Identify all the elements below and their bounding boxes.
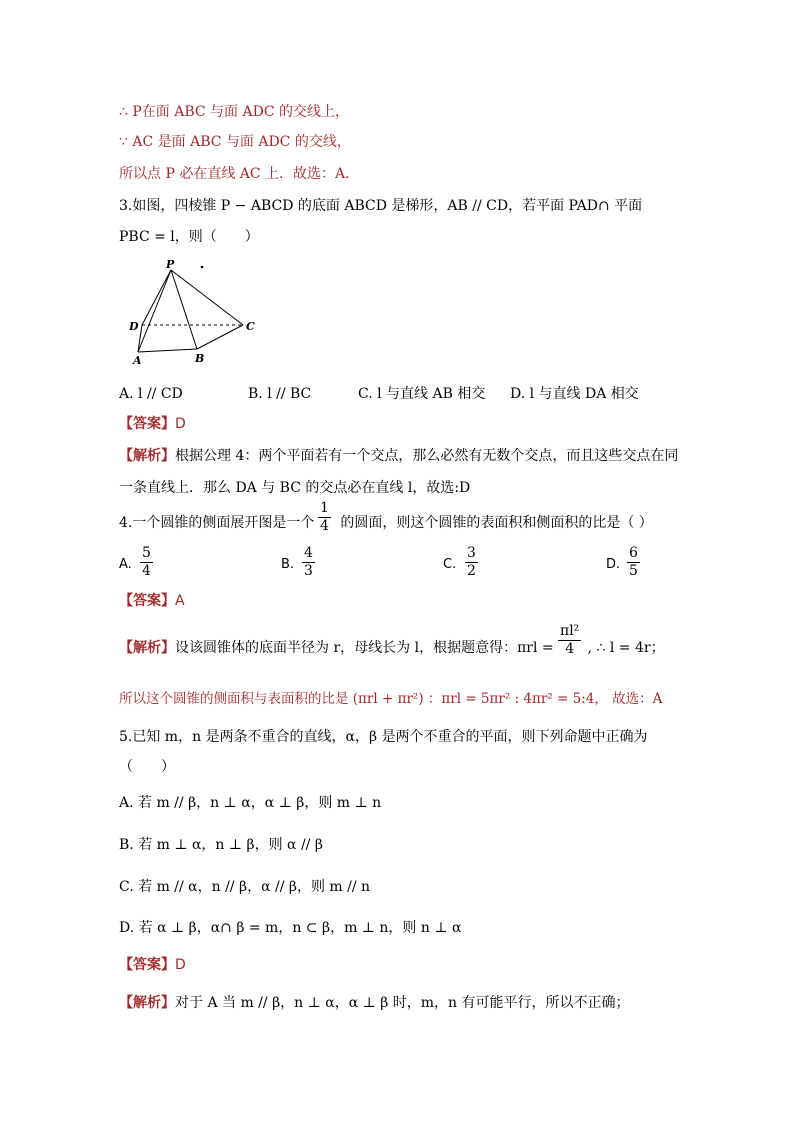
q3-stem-line-1: 3.如图，四棱锥 P − ABCD 的底面 ABCD 是梯形，AB // CD，若平面 PAD∩ 平面	[119, 198, 643, 214]
q4-stem-post: 的圆面，则这个圆锥的表面积和侧面积的比是（ ）	[340, 515, 653, 531]
q4-option-c-label: C.	[443, 557, 457, 572]
fraction-numerator: 5	[142, 545, 151, 561]
q5-stem-line-1: 5.已知 m，n 是两条不重合的直线，α，β 是两个不重合的平面，则下列命题中正确为	[119, 729, 648, 745]
q4-option-a-fraction	[140, 545, 153, 580]
fraction-numerator: 6	[629, 545, 638, 561]
vertex-label-d: D	[129, 320, 139, 333]
vertex-label-b: B	[195, 352, 205, 365]
fraction-denominator: 4	[565, 641, 575, 657]
fraction-numerator: 1	[320, 500, 329, 516]
q5-analysis-line-1	[119, 993, 630, 1013]
q4-option-b-label: B.	[281, 557, 295, 572]
fraction-numerator: 4	[304, 545, 313, 561]
analysis-tag: 【解析】	[119, 995, 175, 1011]
fraction-denominator: 3	[304, 563, 313, 579]
answer-value: A	[175, 593, 185, 609]
q4-stem-fraction	[318, 500, 331, 535]
analysis-tag: 【解析】	[119, 640, 175, 656]
q4-option-d-label: D.	[606, 557, 621, 572]
q4-analysis-line-2: 所以这个圆锥的侧面积与表面积的比是 (πrl + πr²) ：πrl = 5πr² : 4πr² = 5:4， 故选：A	[119, 691, 663, 707]
q5-option-c: C. 若 m // α，n // β，α // β，则 m // n	[119, 879, 371, 895]
q4-analysis-line-1	[119, 638, 665, 658]
q4-stem-line	[119, 513, 653, 533]
q5-option-d: D. 若 α ⊥ β，α∩ β = m，n ⊂ β，m ⊥ n，则 n ⊥ α	[119, 920, 462, 936]
q4-answer-line	[119, 591, 185, 611]
q5-stem-line-2: （ ）	[119, 759, 175, 775]
fraction-numerator: 3	[467, 545, 476, 561]
fraction-denominator: 2	[467, 563, 476, 579]
answer-tag: 【答案】	[119, 957, 175, 973]
analysis-text-pre: 设该圆锥体的底面半径为 r，母线长为 l，根据题意得：πrl =	[175, 640, 554, 656]
q4-analysis-fraction	[558, 623, 581, 658]
q4-option-a-label: A.	[119, 557, 132, 572]
q3-answer-line	[119, 414, 186, 434]
solution-line-1: ∴ P在面 ABC 与面 ADC 的交线上，	[119, 104, 349, 120]
q4-stem-pre: 4.一个圆锥的侧面展开图是一个	[119, 515, 315, 531]
analysis-text-post: , ∴ l = 4r；	[587, 640, 665, 656]
q3-option-c: C. l 与直线 AB 相交	[358, 386, 486, 402]
fraction-numerator: πl²	[560, 623, 580, 639]
vertex-label-a: A	[133, 354, 142, 367]
q5-option-a: A. 若 m // β，n ⊥ α，α ⊥ β，则 m ⊥ n	[119, 795, 382, 811]
fraction-denominator: 4	[142, 563, 151, 579]
fraction-denominator: 4	[320, 518, 329, 534]
analysis-text: 根据公理 4：两个平面若有一个交点，那么必然有无数个交点，而且这些交点在同	[175, 448, 679, 464]
q4-option-d-fraction	[627, 545, 640, 580]
analysis-text: 对于 A 当 m // β，n ⊥ α，α ⊥ β 时，m，n 有可能平行，所以不正确；	[175, 995, 630, 1011]
q3-option-b: B. l // BC	[248, 386, 312, 402]
q5-option-b: B. 若 m ⊥ α，n ⊥ β，则 α // β	[119, 837, 323, 853]
q3-option-d: D. l 与直线 DA 相交	[510, 386, 639, 402]
answer-tag: 【答案】	[119, 416, 175, 432]
analysis-tag: 【解析】	[119, 448, 175, 464]
q3-stem-line-2: PBC = l，则（ ）	[119, 229, 259, 245]
q4-option-b-fraction	[302, 545, 315, 580]
q3-option-a: A. l // CD	[119, 386, 183, 402]
vertex-label-c: C	[246, 320, 255, 333]
answer-tag: 【答案】	[119, 593, 175, 609]
answer-value: D	[175, 416, 186, 432]
answer-value: D	[175, 957, 186, 973]
solution-line-2: ∵ AC 是面 ABC 与面 ADC 的交线，	[119, 134, 351, 150]
vertex-label-p: P	[166, 258, 175, 271]
q3-analysis-line-2: 一条直线上．那么 DA 与 BC 的交点必在直线 l，故选:D	[119, 480, 471, 496]
q3-analysis-line-1	[119, 446, 678, 466]
solution-line-3: 所以点 P 必在直线 AC 上．故选：A．	[119, 166, 360, 182]
q5-answer-line	[119, 955, 186, 975]
fraction-denominator: 5	[629, 563, 638, 579]
pyramid-figure	[122, 258, 262, 368]
q4-option-c-fraction	[465, 545, 478, 580]
